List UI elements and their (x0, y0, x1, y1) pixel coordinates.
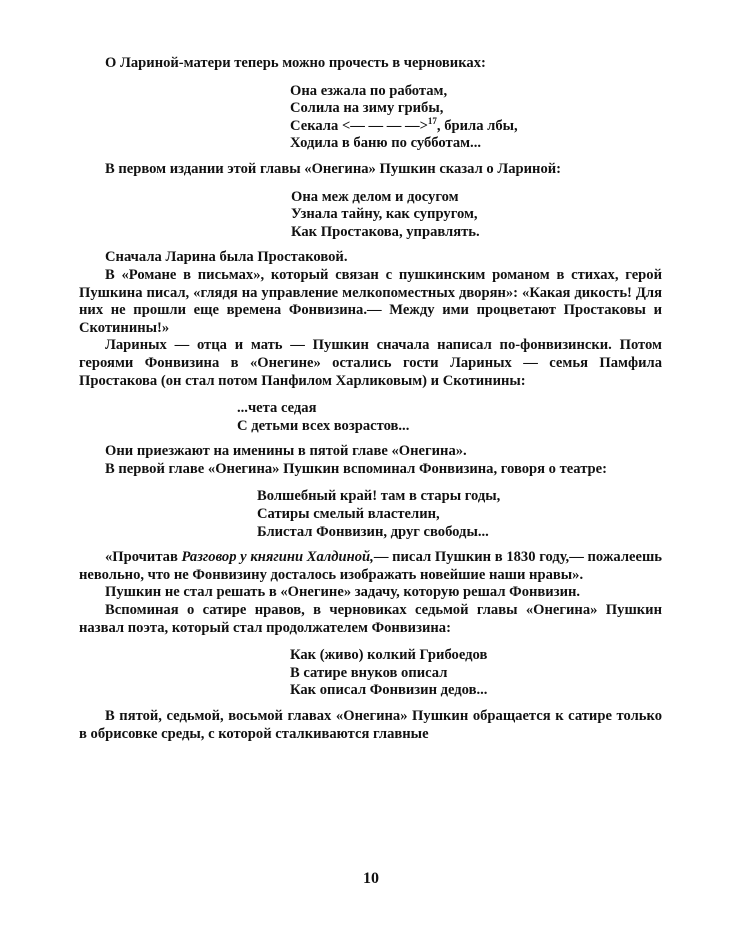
page-number: 10 (363, 870, 379, 887)
paragraph-text: «Прочитав (105, 549, 182, 566)
paragraph: В пятой, седьмой, восьмой главах «Онегина» Пушкин обращается к сатире только в обрисовке среды, с которой сталкиваются главные (79, 708, 662, 742)
verse-quote (79, 83, 662, 153)
paragraph: В первом издании этой главы «Онегина» Пушкин сказал о Лариной: (105, 160, 562, 177)
verse-line: Солила на зиму грибы, (290, 100, 444, 117)
verse-line: Она меж делом и досугом (291, 188, 459, 205)
paragraph (79, 549, 662, 584)
paragraph: О Лариной-матери теперь можно прочесть в черновиках: (105, 55, 486, 71)
book-title: Разговор у княгини Халдиной, (181, 549, 374, 566)
paragraph: Пушкин не стал решать в «Онегине» задачу, которую решал Фонвизин. (105, 584, 581, 601)
verse-line: ...чета седая (237, 400, 317, 417)
paragraph: В «Романе в письмах», который связан с пушкинским романом в стихах, герой Пушкина писал, «глядя на управление мелкопоместных дворян»: «Какая дикость! Для них не прошли еще времена Фонвизина.— Между ими процветают Простаковы и Скотинины!» (79, 266, 662, 336)
verse-quote (79, 400, 662, 435)
verse-line: Как Простакова, управлять. (291, 223, 480, 240)
verse-quote (79, 488, 662, 541)
verse-line: Волшебный край! там в стары годы, (257, 488, 501, 505)
verse-line: Блистал Фонвизин, друг свободы... (257, 523, 489, 540)
verse-line: С детьми всех возрастов... (237, 417, 410, 434)
verse-line: Сатиры смелый властелин, (257, 506, 440, 523)
verse-line (290, 115, 662, 136)
verse-line: Как (живо) колкий Грибоедов (290, 647, 488, 664)
paragraph: Они приезжают на именины в пятой главе «Онегина». (105, 443, 467, 460)
verse-quote (79, 647, 662, 700)
verse-line: Как описал Фонвизин дедов... (290, 682, 488, 699)
verse-line: Ходила в баню по субботам... (290, 135, 482, 152)
paragraph: Сначала Ларина была Простаковой. (105, 249, 348, 266)
verse-line-text: Секала <— — — —> (290, 117, 428, 134)
footnote-mark: 17 (427, 115, 437, 126)
paragraph: В первой главе «Онегина» Пушкин вспоминал Фонвизина, говоря о театре: (105, 460, 607, 477)
verse-line: Узнала тайну, как супругом, (291, 206, 478, 223)
verse-line: В сатире внуков описал (290, 664, 448, 681)
paragraph: Вспоминая о сатире нравов, в черновиках седьмой главы «Онегина» Пушкин назвал поэта, который стал продолжателем Фонвизина: (79, 602, 662, 636)
page-body (79, 55, 662, 743)
verse-line: Она езжала по работам, (290, 82, 448, 99)
verse-line-tail: , брила лбы, (436, 117, 518, 134)
paragraph: Лариных — отца и мать — Пушкин сначала написал по-фонвизински. Потом героями Фонвизина в «Онегине» остались гости Лариных — семья Памфила Простакова (он стал потом Панфилом Харликовым) и Скотинины: (79, 337, 662, 389)
paragraph-text: — писал Пушкин в 1830 году,— пожалеешь невольно, что не Фонвизину досталось изображать новейшие наши нравы». (79, 549, 663, 583)
verse-quote (79, 189, 662, 242)
